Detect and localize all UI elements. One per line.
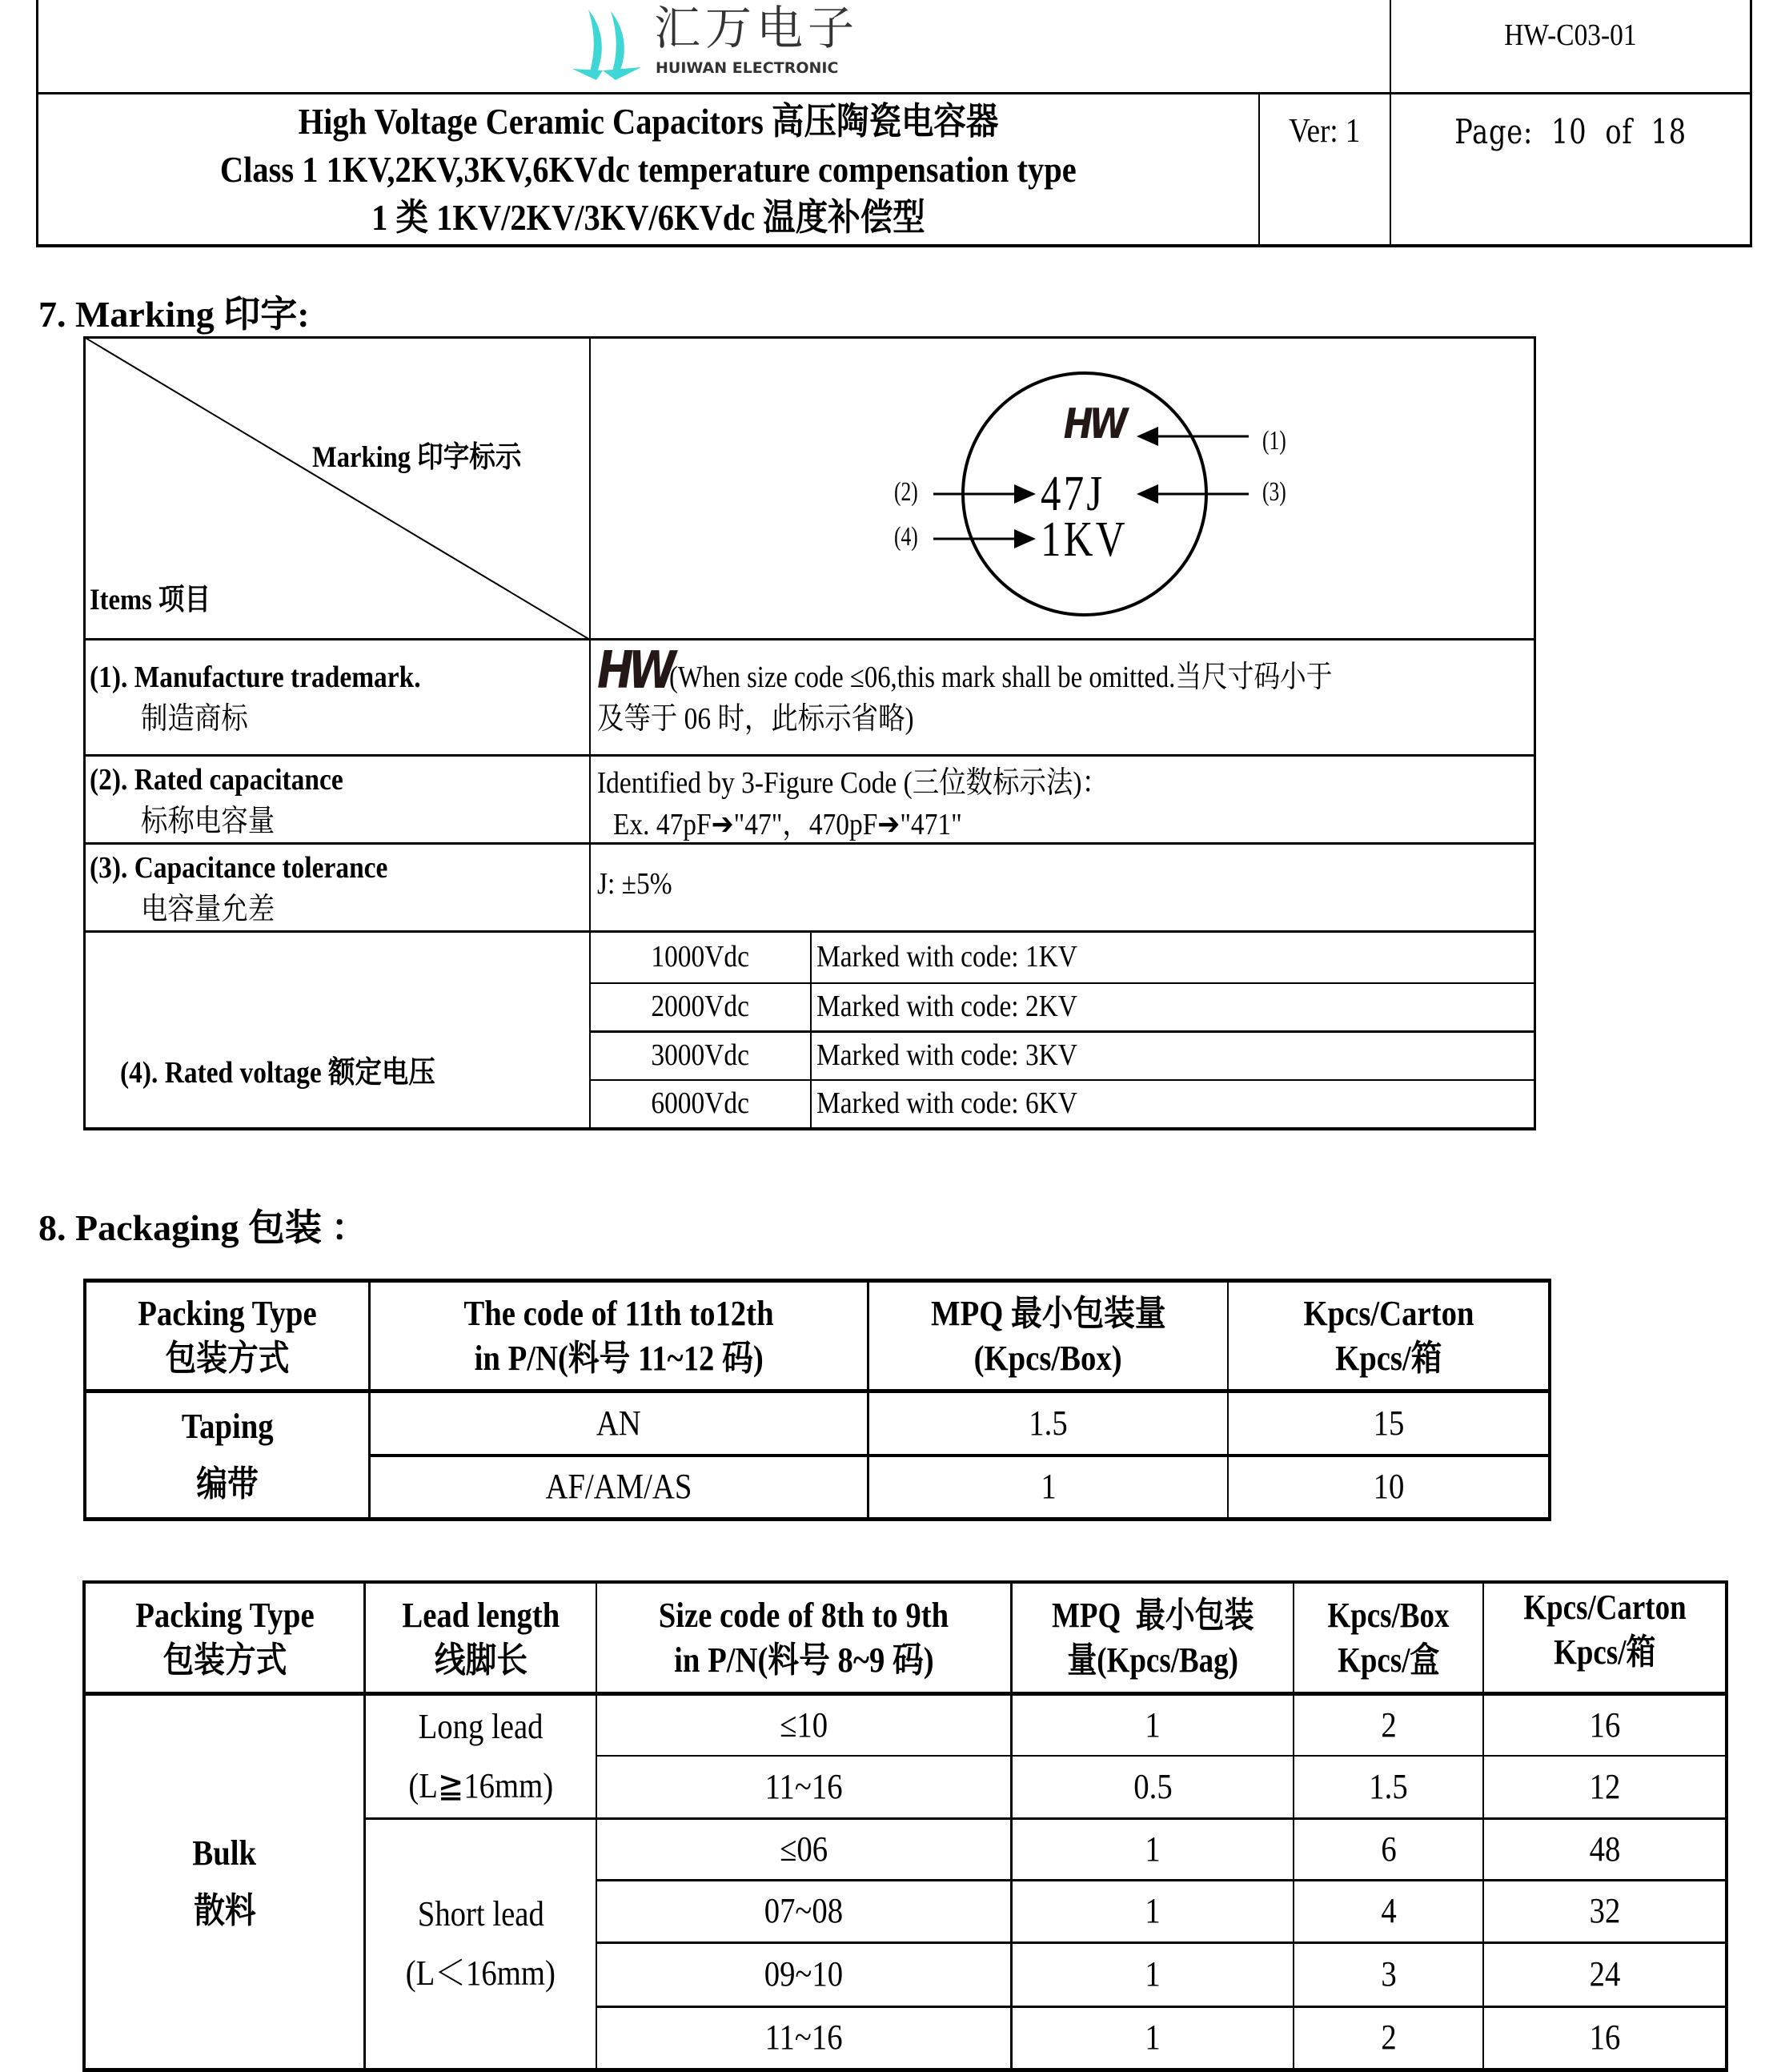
- section-title-marking: 7. Marking 印字:: [38, 294, 310, 335]
- bulk-header-carton: Kpcs/Carton Kpcs/箱: [1522, 1588, 1687, 1672]
- taping-carton: 10: [1373, 1467, 1404, 1507]
- logo-brand-cn: 汇万电子: [654, 1, 860, 55]
- bulk-mpq-cell: 1: [1145, 1829, 1161, 1869]
- voltage-label: (4). Rated voltage 额定电压: [120, 1056, 435, 1090]
- callout-label-3: (3): [1262, 477, 1286, 507]
- corner-header-items: [90, 575, 227, 618]
- taping-mpq: 1: [1040, 1467, 1057, 1507]
- bulk-header-lead: Lead length 线脚长: [402, 1595, 560, 1680]
- bulk-carton-cell: 16: [1589, 1705, 1620, 1745]
- table-line: [83, 754, 1536, 757]
- row-voltage-label: [90, 1012, 478, 1126]
- bulk-mpq-cell: 1: [1145, 1705, 1161, 1745]
- bulk-box-cell: 2: [1380, 2018, 1397, 2058]
- row-tolerance-desc: [597, 866, 682, 901]
- taping-header-type: Packing Type 包装方式: [138, 1293, 317, 1378]
- label-cn: 电容量允差: [141, 893, 275, 926]
- voltage-code: Marked with code: 3KV: [816, 1038, 1077, 1073]
- diagram-logo-mark: HW: [1063, 400, 1125, 448]
- bulk-size-cell: 11~16: [764, 2018, 843, 2058]
- version-label: Ver: 1: [1289, 113, 1361, 150]
- table-line: [1534, 336, 1536, 1130]
- trademark-desc-line-1: (When size code ≤06,this mark shall be omitted.当尺寸码小于: [669, 661, 1333, 694]
- title-line-1: High Voltage Ceramic Capacitors 高压陶瓷电容器: [298, 101, 999, 142]
- title-line-3: 1 类 1KV/2KV/3KV/6KVdc 温度补偿型: [371, 197, 925, 238]
- taping-mpq: 1.5: [1029, 1403, 1068, 1443]
- diagram-code-line-1: 47J: [1041, 467, 1105, 521]
- label-en: (1). Manufacture trademark.: [90, 661, 421, 694]
- row-capacitance-label: [90, 759, 378, 842]
- bulk-box-cell: 2: [1380, 1705, 1397, 1745]
- bulk-mpq-cell: 0.5: [1133, 1766, 1173, 1806]
- callout-label-1: (1): [1262, 426, 1286, 456]
- bulk-box-cell: 4: [1380, 1891, 1397, 1931]
- row-capacitance-desc: [597, 762, 1178, 845]
- bulk-header-mpq: MPQ 最小包装 量(Kpcs/Bag): [1051, 1595, 1254, 1680]
- bulk-mpq-cell: 1: [1145, 2018, 1161, 2058]
- bulk-size-cell: ≤06: [780, 1829, 828, 1869]
- capacitance-desc-line-2: Ex. 47pF➔"47"，470pF➔"471": [613, 808, 962, 841]
- corner-header-items-text: Items 项目: [90, 584, 211, 616]
- section-title-packaging: 8. Packaging 包装 ：: [38, 1207, 368, 1248]
- taping-header-carton: Kpcs/Carton Kpcs/箱: [1303, 1293, 1474, 1378]
- bulk-size-cell: 11~16: [764, 1766, 843, 1806]
- callout-label-2: (2): [893, 477, 918, 507]
- bulk-mpq-cell: 1: [1145, 1954, 1161, 1994]
- version-cell: [1260, 112, 1390, 151]
- taping-header-mpq: MPQ 最小包装量 (Kpcs/Box): [930, 1293, 1166, 1378]
- bulk-size-cell: ≤10: [780, 1705, 828, 1745]
- taping-carton: 15: [1373, 1403, 1404, 1443]
- sail-logo-icon: [564, 3, 652, 83]
- trademark-desc-line-2: 及等于 06 时，此标示省略): [597, 702, 914, 736]
- bulk-size-cell: 09~10: [764, 1954, 844, 1994]
- bulk-type-cell: Bulk 散料: [192, 1833, 257, 1930]
- bulk-carton-cell: 24: [1589, 1954, 1620, 1994]
- voltage-code: Marked with code: 1KV: [816, 940, 1077, 974]
- page-cell: [1391, 112, 1750, 151]
- document-title: [38, 94, 1258, 245]
- bulk-header-box: Kpcs/Box Kpcs/盒: [1327, 1595, 1450, 1680]
- bulk-carton-cell: 12: [1589, 1766, 1620, 1806]
- lead-group-short: Short lead (L＜16mm): [405, 1894, 556, 1993]
- taping-code: AF/AM/AS: [545, 1467, 692, 1507]
- title-line-2: Class 1 1KV,2KV,3KV,6KVdc temperature compensation type: [220, 149, 1077, 190]
- tolerance-desc: J: ±5%: [597, 867, 672, 901]
- voltage-value: 2000Vdc: [651, 990, 750, 1024]
- bulk-box-cell: 6: [1380, 1829, 1397, 1869]
- label-cn: 制造商标: [141, 702, 248, 736]
- taping-code: AN: [596, 1403, 641, 1443]
- taping-type-cell: Taping 编带: [181, 1406, 274, 1504]
- company-logo: [564, 3, 885, 83]
- bulk-mpq-cell: 1: [1145, 1891, 1161, 1931]
- bulk-size-cell: 07~08: [764, 1891, 844, 1931]
- bulk-carton-cell: 16: [1589, 2018, 1620, 2058]
- label-en: (3). Capacitance tolerance: [90, 851, 388, 885]
- table-line: [1725, 1580, 1728, 2072]
- bulk-carton-cell: 48: [1589, 1829, 1620, 1869]
- corner-header-marking-text: Marking 印字标示: [312, 441, 522, 474]
- doc-code: HW-C03-01: [1504, 18, 1637, 53]
- header-border-right: [1750, 0, 1752, 247]
- bulk-box-cell: 3: [1380, 1954, 1397, 1994]
- callout-label-4: (4): [893, 522, 918, 552]
- taping-header-code: The code of 11th to12th in P/N(料号 11~12 码): [463, 1293, 774, 1378]
- bulk-header-size: Size code of 8th to 9th in P/N(料号 8~9 码): [658, 1595, 949, 1680]
- table-line: [83, 1517, 1551, 1521]
- page-indicator: Page: 10 of 18: [1454, 112, 1687, 151]
- row-trademark-label: [90, 657, 466, 740]
- bulk-carton-cell: 32: [1589, 1891, 1620, 1931]
- label-en: (2). Rated capacitance: [90, 763, 343, 797]
- trademark-logo-icon: HW: [597, 641, 671, 701]
- table-line: [82, 2068, 1728, 2072]
- logo-brand-en: HUIWAN ELECTRONIC: [656, 59, 839, 77]
- table-line: [1548, 1279, 1551, 1521]
- voltage-code: Marked with code: 6KV: [816, 1086, 1077, 1121]
- capacitance-desc-line-1: Identified by 3-Figure Code (三位数标示法)：: [597, 766, 1109, 800]
- doc-code-cell: [1391, 0, 1750, 72]
- voltage-value: 3000Vdc: [651, 1038, 750, 1073]
- bulk-box-cell: 1.5: [1369, 1766, 1408, 1806]
- row-tolerance-label: [90, 847, 428, 930]
- label-cn: 标称电容量: [141, 805, 275, 838]
- voltage-value: 6000Vdc: [651, 1086, 750, 1121]
- voltage-code: Marked with code: 2KV: [816, 990, 1077, 1024]
- diagram-code-line-2: 1KV: [1041, 512, 1128, 567]
- bulk-header-type: Packing Type 包装方式: [134, 1595, 315, 1680]
- lead-group-long: Long lead (L≧16mm): [408, 1707, 553, 1805]
- voltage-value: 1000Vdc: [651, 940, 750, 974]
- row-trademark-desc: [597, 641, 1534, 740]
- corner-header-marking: [312, 432, 550, 476]
